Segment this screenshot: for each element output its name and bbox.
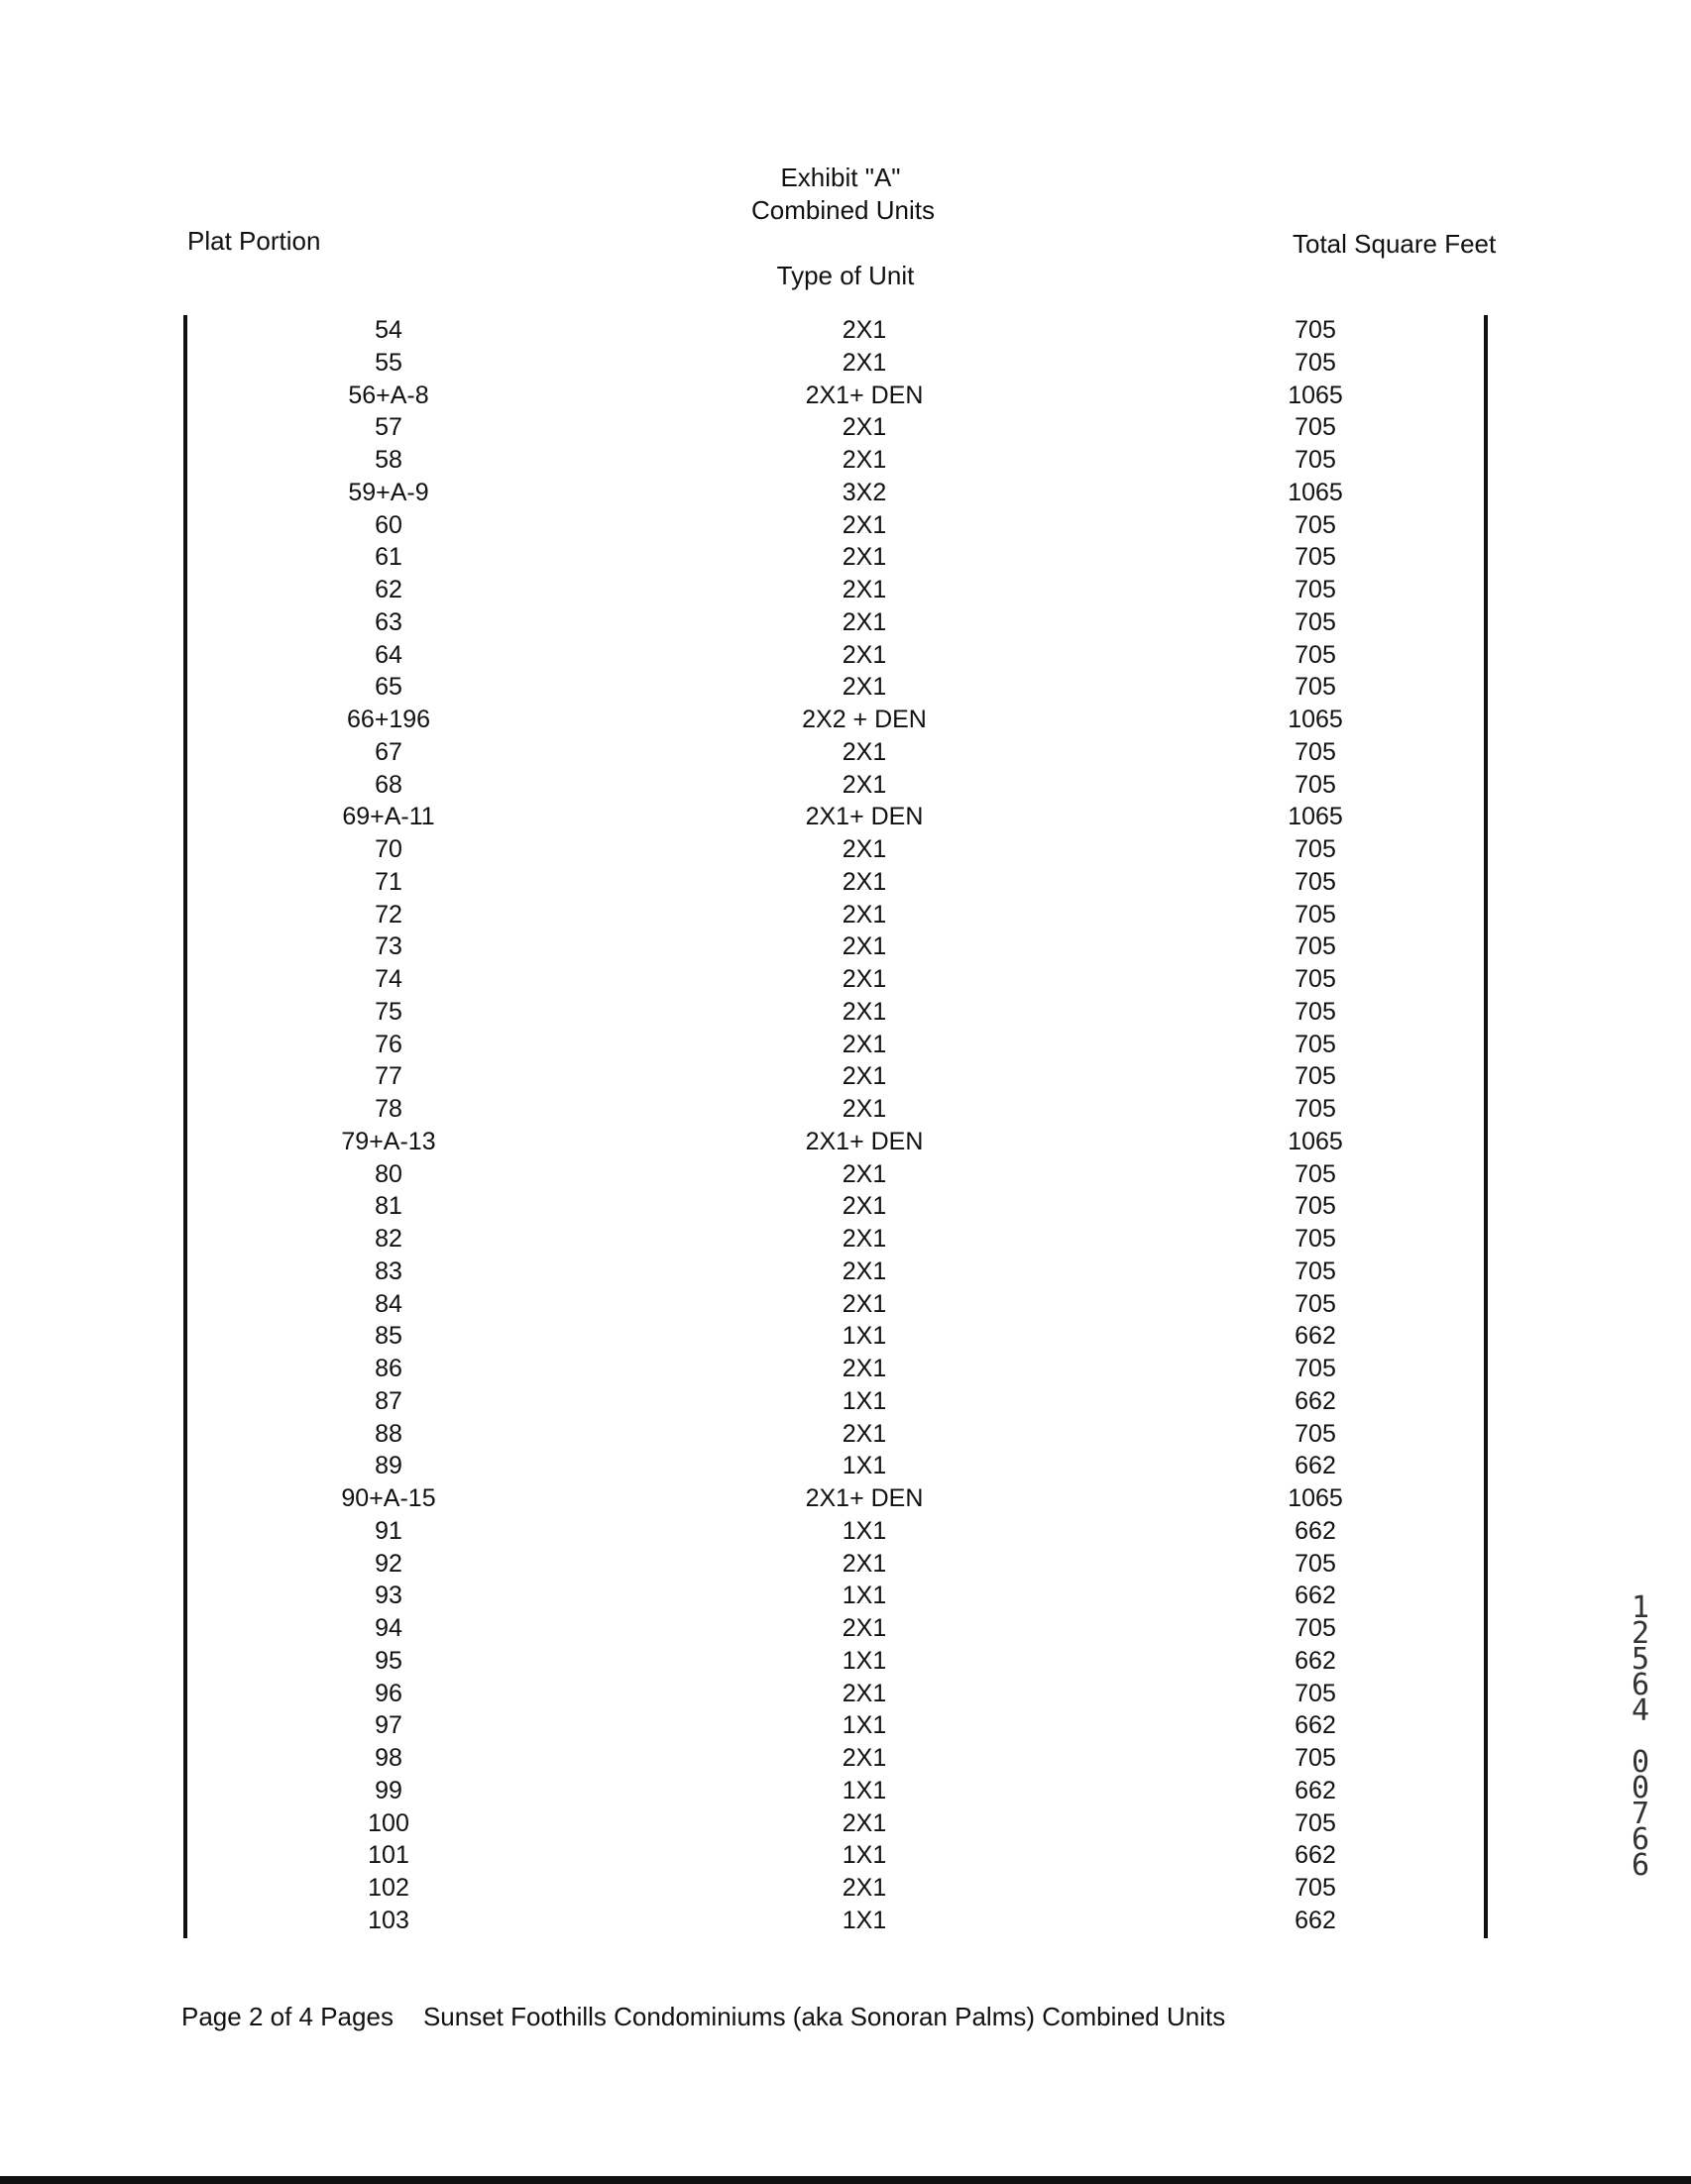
table-row xyxy=(0,1841,1691,1874)
plat-portion-cell: 80 xyxy=(375,1159,402,1188)
page-bottom-border xyxy=(0,2176,1691,2184)
plat-portion-cell: 61 xyxy=(375,543,402,572)
table-row xyxy=(0,543,1691,576)
square-feet-cell: 705 xyxy=(1295,1419,1336,1448)
plat-portion-cell: 84 xyxy=(375,1289,402,1318)
table-row xyxy=(0,1031,1691,1063)
square-feet-cell: 705 xyxy=(1295,673,1336,702)
unit-type-cell: 2X1 xyxy=(842,543,887,572)
unit-type-cell: 2X1 xyxy=(842,1874,887,1902)
unit-type-cell: 2X1 xyxy=(842,867,887,896)
table-row xyxy=(0,901,1691,933)
square-feet-cell: 705 xyxy=(1295,640,1336,669)
square-feet-cell: 705 xyxy=(1295,1030,1336,1058)
square-feet-cell: 662 xyxy=(1295,1582,1336,1610)
square-feet-cell: 705 xyxy=(1295,770,1336,799)
plat-portion-cell: 56+A-8 xyxy=(348,381,429,409)
recording-stamp: 1 2 5 6 4 0 0 7 6 6 xyxy=(1631,1590,1650,1883)
plat-portion-cell: 85 xyxy=(375,1322,402,1351)
table-row xyxy=(0,511,1691,544)
square-feet-cell: 662 xyxy=(1295,1516,1336,1545)
table-row xyxy=(0,771,1691,804)
table-row xyxy=(0,1322,1691,1355)
unit-type-cell: 2X1 xyxy=(842,1192,887,1221)
table-row xyxy=(0,1095,1691,1128)
square-feet-cell: 1065 xyxy=(1288,706,1343,733)
unit-type-cell: 1X1 xyxy=(842,1841,887,1870)
column-header-plat-portion: Plat Portion xyxy=(187,226,321,256)
plat-portion-cell: 73 xyxy=(375,932,402,961)
unit-type-cell: 2X1 xyxy=(842,932,887,961)
exhibit-subtitle: Combined Units xyxy=(751,195,935,225)
plat-portion-cell: 70 xyxy=(375,835,402,863)
square-feet-cell: 662 xyxy=(1295,1452,1336,1480)
square-feet-cell: 705 xyxy=(1295,316,1336,344)
square-feet-cell: 705 xyxy=(1295,997,1336,1026)
square-feet-cell: 705 xyxy=(1295,1808,1336,1837)
unit-type-cell: 1X1 xyxy=(842,1386,887,1415)
table-row xyxy=(0,1711,1691,1744)
square-feet-cell: 1065 xyxy=(1288,1484,1343,1512)
footer-page-number: Page 2 of 4 Pages xyxy=(181,2002,394,2031)
square-feet-cell: 662 xyxy=(1295,1711,1336,1740)
unit-type-cell: 1X1 xyxy=(842,1711,887,1740)
unit-type-cell: 2X1+ DEN xyxy=(805,1127,924,1155)
unit-type-cell: 2X1 xyxy=(842,1062,887,1091)
square-feet-cell: 705 xyxy=(1295,446,1336,474)
plat-portion-cell: 92 xyxy=(375,1549,402,1578)
unit-type-cell: 2X1 xyxy=(842,1256,887,1285)
unit-type-cell: 2X1 xyxy=(842,1030,887,1058)
unit-type-cell: 1X1 xyxy=(842,1582,887,1610)
plat-portion-cell: 101 xyxy=(368,1841,409,1870)
square-feet-cell: 662 xyxy=(1295,1841,1336,1870)
table-row xyxy=(0,1160,1691,1193)
plat-portion-cell: 79+A-13 xyxy=(341,1127,436,1155)
square-feet-cell: 1065 xyxy=(1288,803,1343,831)
plat-portion-cell: 89 xyxy=(375,1452,402,1480)
square-feet-cell: 705 xyxy=(1295,1225,1336,1253)
table-row xyxy=(0,1387,1691,1420)
table-row xyxy=(0,1290,1691,1323)
table-row xyxy=(0,382,1691,414)
footer-description: Sunset Foothills Condominiums (aka Sonoran Palms) Combined Units xyxy=(422,2002,1226,2031)
plat-portion-cell: 63 xyxy=(375,607,402,636)
unit-type-cell: 2X1 xyxy=(842,965,887,993)
plat-portion-cell: 98 xyxy=(375,1744,402,1772)
table-row xyxy=(0,738,1691,771)
square-feet-cell: 705 xyxy=(1295,1095,1336,1123)
plat-portion-cell: 90+A-15 xyxy=(341,1484,436,1512)
square-feet-cell: 705 xyxy=(1295,1159,1336,1188)
unit-type-cell: 1X1 xyxy=(842,1322,887,1351)
unit-type-cell: 2X1 xyxy=(842,640,887,669)
plat-portion-cell: 100 xyxy=(368,1808,409,1837)
unit-type-cell: 2X1 xyxy=(842,900,887,928)
square-feet-cell: 1065 xyxy=(1288,381,1343,409)
table-row xyxy=(0,1355,1691,1387)
unit-type-cell: 2X1 xyxy=(842,316,887,344)
unit-type-cell: 1X1 xyxy=(842,1516,887,1545)
unit-type-cell: 2X1+ DEN xyxy=(805,1484,924,1512)
table-row xyxy=(0,835,1691,868)
square-feet-cell: 705 xyxy=(1295,737,1336,766)
square-feet-cell: 705 xyxy=(1295,576,1336,603)
column-header-total-square-feet: Total Square Feet xyxy=(1293,229,1497,259)
table-row xyxy=(0,1809,1691,1842)
unit-type-cell: 2X1 xyxy=(842,446,887,474)
table-row xyxy=(0,998,1691,1031)
unit-type-cell: 1X1 xyxy=(842,1452,887,1480)
unit-type-cell: 2X1 xyxy=(842,1225,887,1253)
plat-portion-cell: 57 xyxy=(375,413,402,442)
exhibit-title: Exhibit "A" xyxy=(780,163,901,192)
square-feet-cell: 705 xyxy=(1295,607,1336,636)
table-row xyxy=(0,641,1691,674)
plat-portion-cell: 59+A-9 xyxy=(348,478,429,506)
square-feet-cell: 705 xyxy=(1295,413,1336,442)
unit-type-cell: 1X1 xyxy=(842,1906,887,1934)
square-feet-cell: 662 xyxy=(1295,1776,1336,1804)
table-row xyxy=(0,349,1691,382)
table-row xyxy=(0,932,1691,965)
square-feet-cell: 705 xyxy=(1295,1614,1336,1642)
plat-portion-cell: 82 xyxy=(375,1225,402,1253)
unit-type-cell: 2X1 xyxy=(842,1808,887,1837)
table-row xyxy=(0,1484,1691,1517)
plat-portion-cell: 65 xyxy=(375,673,402,702)
table-row xyxy=(0,1517,1691,1550)
unit-type-cell: 2X1 xyxy=(842,835,887,863)
table-row xyxy=(0,316,1691,349)
unit-type-cell: 2X2 + DEN xyxy=(802,706,927,733)
unit-type-cell: 2X1 xyxy=(842,1355,887,1382)
square-feet-cell: 705 xyxy=(1295,543,1336,572)
unit-type-cell: 2X1 xyxy=(842,1549,887,1578)
square-feet-cell: 705 xyxy=(1295,1549,1336,1578)
plat-portion-cell: 55 xyxy=(375,348,402,377)
table-row xyxy=(0,1907,1691,1939)
plat-portion-cell: 86 xyxy=(375,1355,402,1382)
square-feet-cell: 705 xyxy=(1295,1355,1336,1382)
square-feet-cell: 705 xyxy=(1295,1874,1336,1902)
square-feet-cell: 662 xyxy=(1295,1386,1336,1415)
table-row xyxy=(0,479,1691,511)
plat-portion-cell: 69+A-11 xyxy=(342,803,435,831)
unit-type-cell: 2X1 xyxy=(842,510,887,539)
table-row xyxy=(0,706,1691,738)
plat-portion-cell: 87 xyxy=(375,1386,402,1415)
table-row xyxy=(0,576,1691,608)
unit-type-cell: 2X1 xyxy=(842,1095,887,1123)
plat-portion-cell: 74 xyxy=(375,965,402,993)
table-row xyxy=(0,1225,1691,1257)
unit-type-cell: 2X1 xyxy=(842,1614,887,1642)
plat-portion-cell: 71 xyxy=(375,867,402,896)
square-feet-cell: 662 xyxy=(1295,1646,1336,1675)
unit-type-cell: 2X1 xyxy=(842,770,887,799)
table-row xyxy=(0,1680,1691,1712)
plat-portion-cell: 67 xyxy=(375,737,402,766)
square-feet-cell: 1065 xyxy=(1288,1127,1343,1155)
table-row xyxy=(0,1582,1691,1614)
plat-portion-cell: 68 xyxy=(375,770,402,799)
unit-type-cell: 2X1 xyxy=(842,607,887,636)
square-feet-cell: 705 xyxy=(1295,1679,1336,1707)
square-feet-cell: 705 xyxy=(1295,965,1336,993)
table-row xyxy=(0,1777,1691,1809)
unit-type-cell: 1X1 xyxy=(842,1776,887,1804)
table-row xyxy=(0,1452,1691,1484)
table-row xyxy=(0,608,1691,641)
square-feet-cell: 662 xyxy=(1295,1322,1336,1351)
plat-portion-cell: 94 xyxy=(375,1614,402,1642)
plat-portion-cell: 99 xyxy=(375,1776,402,1804)
units-table xyxy=(0,316,1691,1939)
unit-type-cell: 2X1 xyxy=(842,997,887,1026)
square-feet-cell: 705 xyxy=(1295,510,1336,539)
unit-type-cell: 2X1 xyxy=(842,1744,887,1772)
square-feet-cell: 705 xyxy=(1295,348,1336,377)
plat-portion-cell: 76 xyxy=(375,1030,402,1058)
page-footer xyxy=(181,2002,1225,2032)
plat-portion-cell: 72 xyxy=(375,900,402,928)
table-row xyxy=(0,673,1691,706)
square-feet-cell: 705 xyxy=(1295,1289,1336,1318)
unit-type-cell: 2X1 xyxy=(842,1289,887,1318)
table-row xyxy=(0,1647,1691,1680)
plat-portion-cell: 83 xyxy=(375,1256,402,1285)
unit-type-cell: 2X1 xyxy=(842,1679,887,1707)
square-feet-cell: 705 xyxy=(1295,867,1336,896)
table-row xyxy=(0,1192,1691,1225)
table-row xyxy=(0,1420,1691,1453)
square-feet-cell: 705 xyxy=(1295,900,1336,928)
table-row xyxy=(0,965,1691,998)
table-row xyxy=(0,868,1691,901)
table-row xyxy=(0,1550,1691,1583)
unit-type-cell: 2X1 xyxy=(842,576,887,603)
square-feet-cell: 662 xyxy=(1295,1906,1336,1934)
unit-type-cell: 2X1 xyxy=(842,1159,887,1188)
unit-type-cell: 2X1+ DEN xyxy=(805,803,924,831)
plat-portion-cell: 81 xyxy=(375,1192,402,1221)
table-row xyxy=(0,1128,1691,1160)
plat-portion-cell: 102 xyxy=(368,1874,409,1902)
plat-portion-cell: 96 xyxy=(375,1679,402,1707)
table-row xyxy=(0,1257,1691,1290)
table-row xyxy=(0,413,1691,446)
unit-type-cell: 2X1 xyxy=(842,737,887,766)
unit-type-cell: 2X1 xyxy=(842,673,887,702)
plat-portion-cell: 75 xyxy=(375,997,402,1026)
table-row xyxy=(0,803,1691,835)
plat-portion-cell: 64 xyxy=(375,640,402,669)
plat-portion-cell: 58 xyxy=(375,446,402,474)
plat-portion-cell: 88 xyxy=(375,1419,402,1448)
table-row xyxy=(0,446,1691,479)
plat-portion-cell: 93 xyxy=(375,1582,402,1610)
plat-portion-cell: 103 xyxy=(368,1906,409,1934)
table-row xyxy=(0,1744,1691,1777)
unit-type-cell: 2X1 xyxy=(842,1419,887,1448)
table-row xyxy=(0,1614,1691,1647)
plat-portion-cell: 77 xyxy=(375,1062,402,1091)
square-feet-cell: 705 xyxy=(1295,932,1336,961)
table-row xyxy=(0,1874,1691,1907)
square-feet-cell: 705 xyxy=(1295,1744,1336,1772)
plat-portion-cell: 54 xyxy=(375,316,402,344)
plat-portion-cell: 62 xyxy=(375,576,402,603)
unit-type-cell: 2X1 xyxy=(842,348,887,377)
column-header-type-of-unit: Type of Unit xyxy=(776,261,915,290)
square-feet-cell: 705 xyxy=(1295,1256,1336,1285)
unit-type-cell: 2X1+ DEN xyxy=(805,381,924,409)
square-feet-cell: 1065 xyxy=(1288,478,1343,506)
square-feet-cell: 705 xyxy=(1295,1062,1336,1091)
table-row xyxy=(0,1062,1691,1095)
unit-type-cell: 2X1 xyxy=(842,413,887,442)
plat-portion-cell: 60 xyxy=(375,510,402,539)
unit-type-cell: 3X2 xyxy=(842,478,887,506)
plat-portion-cell: 95 xyxy=(375,1646,402,1675)
plat-portion-cell: 66+196 xyxy=(346,706,431,733)
plat-portion-cell: 91 xyxy=(375,1516,402,1545)
square-feet-cell: 705 xyxy=(1295,1192,1336,1221)
square-feet-cell: 705 xyxy=(1295,835,1336,863)
unit-type-cell: 1X1 xyxy=(842,1646,887,1675)
plat-portion-cell: 97 xyxy=(375,1711,402,1740)
plat-portion-cell: 78 xyxy=(375,1095,402,1123)
